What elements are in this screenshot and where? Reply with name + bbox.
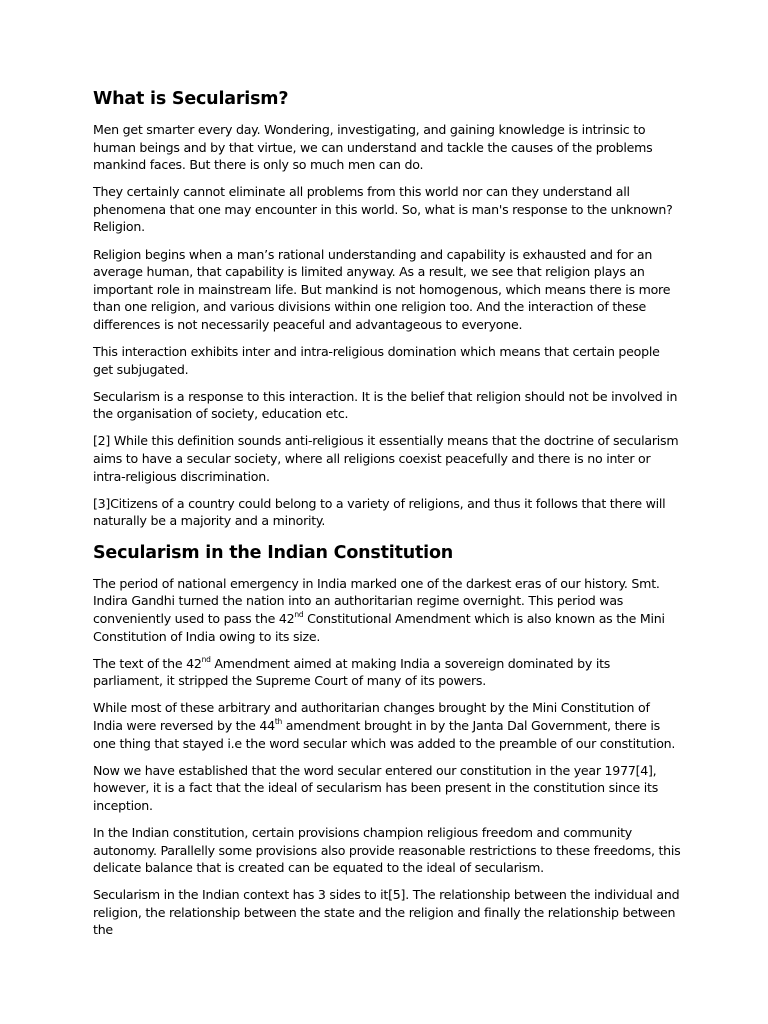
paragraph — [93, 699, 683, 752]
paragraph — [93, 575, 683, 645]
paragraph: They certainly cannot eliminate all problems from this world nor can they understand all phenomena that one may encounter in this world. So, what is man's response to the unknown? Religion. — [93, 184, 673, 235]
paragraph: [3]Citizens of a country could belong to a variety of religions, and thus it follows that there will naturally be a majority and a minority. — [93, 495, 666, 529]
ordinal-superscript: th — [274, 716, 283, 726]
document-page — [93, 86, 683, 949]
paragraph: Secularism in the Indian context has 3 sides to it[5]. The relationship between the individual and religion, the relationship between the state and the religion and finally the relationship between the — [93, 887, 680, 938]
paragraph: Now we have established that the word secular entered our constitution in the year 1977[4], however, it is a fact that the ideal of secularism has been present in the constitution since its inception. — [93, 762, 659, 813]
text-run: While most of these arbitrary and authoritarian changes brought by the Mini Constitution of India were reversed by the 44 — [93, 700, 650, 734]
text-run: Constitutional Amendment which is also known as the Mini Constitution of India owing to its size. — [93, 611, 665, 644]
section-heading-indian-constitution: Secularism in the Indian Constitution — [93, 542, 454, 563]
paragraph: This interaction exhibits inter and intra-religious domination which means that certain people get subjugated. — [93, 344, 660, 377]
paragraph: Secularism is a response to this interaction. It is the belief that religion should not be involved in the organisation of society, education etc. — [93, 388, 678, 422]
ordinal-superscript: nd — [294, 609, 304, 619]
ordinal-superscript: nd — [201, 654, 211, 664]
paragraph: In the Indian constitution, certain provisions champion religious freedom and community autonomy. Parallelly some provisions also provide reasonable restrictions to these freedoms, this delicate balance that is created can be equated to the ideal of secularism. — [93, 825, 681, 876]
text-run: The text of the 42 — [93, 655, 202, 671]
paragraph: Religion begins when a man’s rational understanding and capability is exhausted and for an average human, that capability is limited anyway. As a result, we see that religion plays an important role in mainstream life. But mankind is not homogenous, which means there is more than one religion, and various divisions within one religion too. And the interaction of these differences is not necessarily peaceful and advantageous to everyone. — [93, 246, 671, 332]
text-run: Amendment aimed at making India a sovereign dominated by its parliament, it stripped the Supreme Court of many of its powers. — [93, 655, 611, 689]
paragraph — [93, 655, 683, 690]
section-heading-what-is-secularism: What is Secularism? — [93, 89, 289, 109]
paragraph: Men get smarter every day. Wondering, investigating, and gaining knowledge is intrinsic to human beings and by that virtue, we can understand and tackle the causes of the problems mankind faces. But there is only so much men can do. — [93, 122, 653, 173]
text-run: amendment brought in by the Janta Dal Government, there is one thing that stayed i.e the word secular which was added to the preamble of our constitution. — [93, 718, 676, 751]
paragraph: [2] While this definition sounds anti-religious it essentially means that the doctrine of secularism aims to have a secular society, where all religions coexist peacefully and there is no inter or intra-religious discrimination. — [93, 433, 679, 484]
text-run: The period of national emergency in India marked one of the darkest eras of our history. Smt. Indira Gandhi turned the nation into an authoritarian regime overnight. This period was conveniently used to pass the 42 — [93, 575, 660, 627]
